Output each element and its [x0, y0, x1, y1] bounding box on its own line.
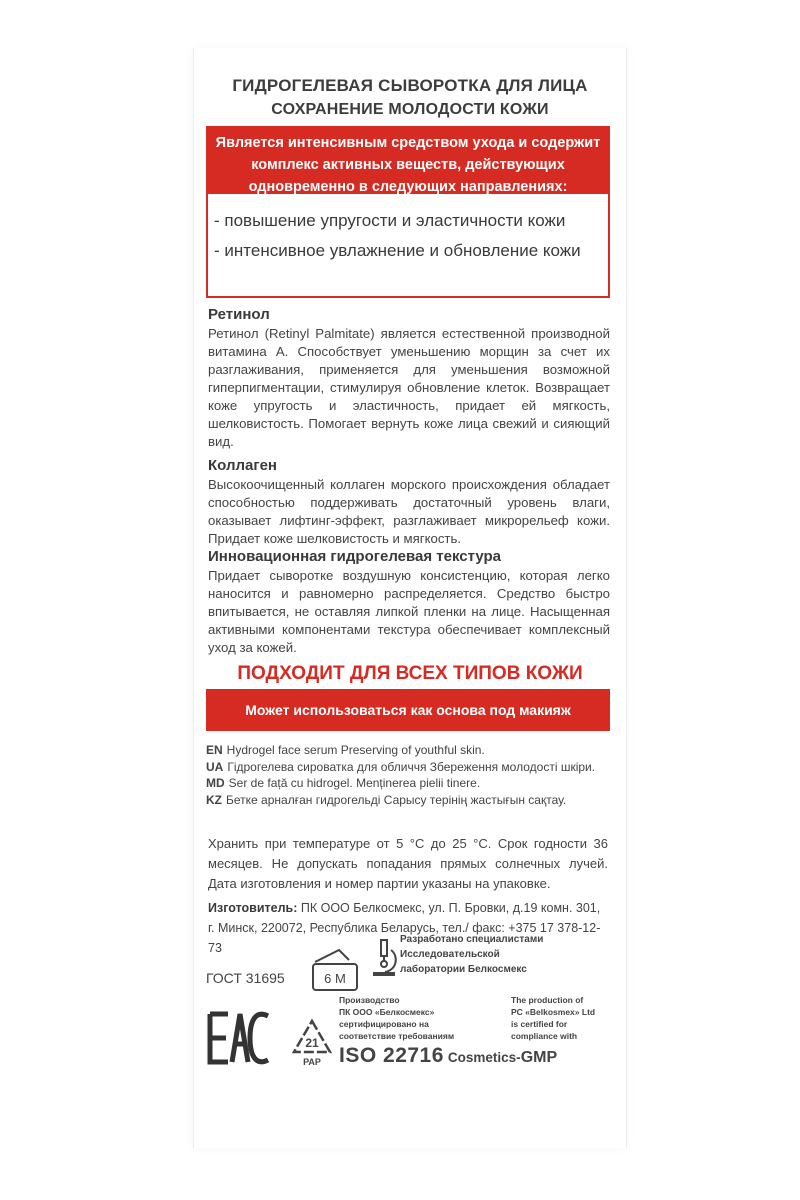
gost-code: ГОСТ 31695 [206, 970, 285, 986]
package-panel [193, 48, 627, 1148]
iso-certification [339, 1044, 557, 1068]
retinol-heading: Ретинол [208, 306, 270, 323]
recycle-number: 21 [305, 1036, 319, 1050]
production-ru: Производство ПК ООО «Белкосмекс» сертифицировано на соответствие требованиям [339, 995, 455, 1041]
recycle-icon [290, 1018, 334, 1068]
benefit-item: - повышение упругости и эластичности кожи [214, 211, 566, 230]
collagen-heading: Коллаген [208, 457, 277, 474]
texture-heading: Инновационная гидрогелевая текстура [208, 548, 501, 565]
iso-number: ISO 22716 [339, 1044, 444, 1067]
storage-info: Хранить при температуре от 5 °С до 25 °С. Срок годности 36 месяцев. Не допускать попадания прямых солнечных лучей. Дата изготовления и номер партии указаны на упаковке. [208, 836, 608, 891]
benefits-list [208, 194, 608, 266]
translation-row: EN Hydrogel face serum Preserving of youthful skin. [206, 743, 485, 757]
makeup-note-bar: Может использоваться как основа под макияж [206, 689, 610, 731]
benefits-heading: Является интенсивным средством ухода и содержит комплекс активных веществ, действующих одновременно в следующих направлениях: [208, 128, 608, 194]
skin-types-headline: ПОДХОДИТ ДЛЯ ВСЕХ ТИПОВ КОЖИ [237, 663, 583, 684]
pao-jar-icon [309, 946, 361, 994]
pao-label: 6 M [324, 971, 346, 986]
benefits-callout [206, 126, 610, 298]
product-subtitle: СОХРАНЕНИЕ МОЛОДОСТИ КОЖИ [271, 101, 549, 118]
iso-gmp: GMP [520, 1049, 558, 1066]
texture-text: Придает сыворотке воздушную консистенцию, которая легко наносится и равномерно распределяется. Средство быстро впитывается, не оставляя липкой пленки на лице. Насыщенная активными компонентами текстура обеспечивает комплексный уход за кожей. [208, 568, 610, 655]
recycle-label: PAP [303, 1057, 321, 1067]
product-title: ГИДРОГЕЛЕВАЯ СЫВОРОТКА ДЛЯ ЛИЦА [232, 76, 588, 95]
retinol-section [208, 305, 610, 451]
collagen-section [208, 456, 610, 548]
translation-row: MD Ser de față cu hidrogel. Menținerea pielii tinere. [206, 776, 481, 790]
translation-row: KZ Бетке арналған гидрогельді Сарысу терінің жастығын сақтау. [206, 792, 567, 807]
retinol-text: Ретинол (Retinyl Palmitate) является естественной производной витамина А. Способствует уменьшению морщин за счет их разглаживания, применяется для уменьшения возможной гиперпигментации, стимулируя обновление клеток. Возвращает коже упругость и эластичность, придает ей мягкость, шелковистость. Помогает вернуть коже лица свежий и сияющий вид. [208, 326, 610, 449]
svg-text:EAC: EAC [236, 1040, 240, 1041]
texture-section [208, 547, 610, 657]
translation-row: UA Гідрогелева сироватка для обличчя Збереження молодості шкіри. [206, 759, 596, 774]
lab-note: Разработано специалистами Исследовательской лаборатории Белкосмекс [400, 934, 544, 975]
translations [206, 742, 610, 808]
benefit-item: - интенсивное увлажнение и обновление кожи [214, 241, 581, 260]
eac-mark [206, 1010, 270, 1066]
microscope-icon [369, 936, 399, 980]
manufacturer-label: Изготовитель: [208, 901, 298, 915]
manufacturer-text: ПК ООО Белкосмекс, ул. П. Бровки, д.19 комн. 301, г. Минск, 220072, Республика Беларусь, тел./ факс: +375 17 378-12-73 [208, 901, 601, 955]
collagen-text: Высокоочищенный коллаген морского происхождения обладает способностью поддерживать достаточный уровень влаги, оказывает лифтинг-эффект, разглаживает микрорельеф кожи. Придает коже шелковистость и мягкость. [208, 477, 610, 546]
iso-cosmetics: Cosmetics- [447, 1050, 521, 1065]
production-en: The production of PC «Belkosmex» Ltd is certified for compliance with [511, 995, 596, 1041]
